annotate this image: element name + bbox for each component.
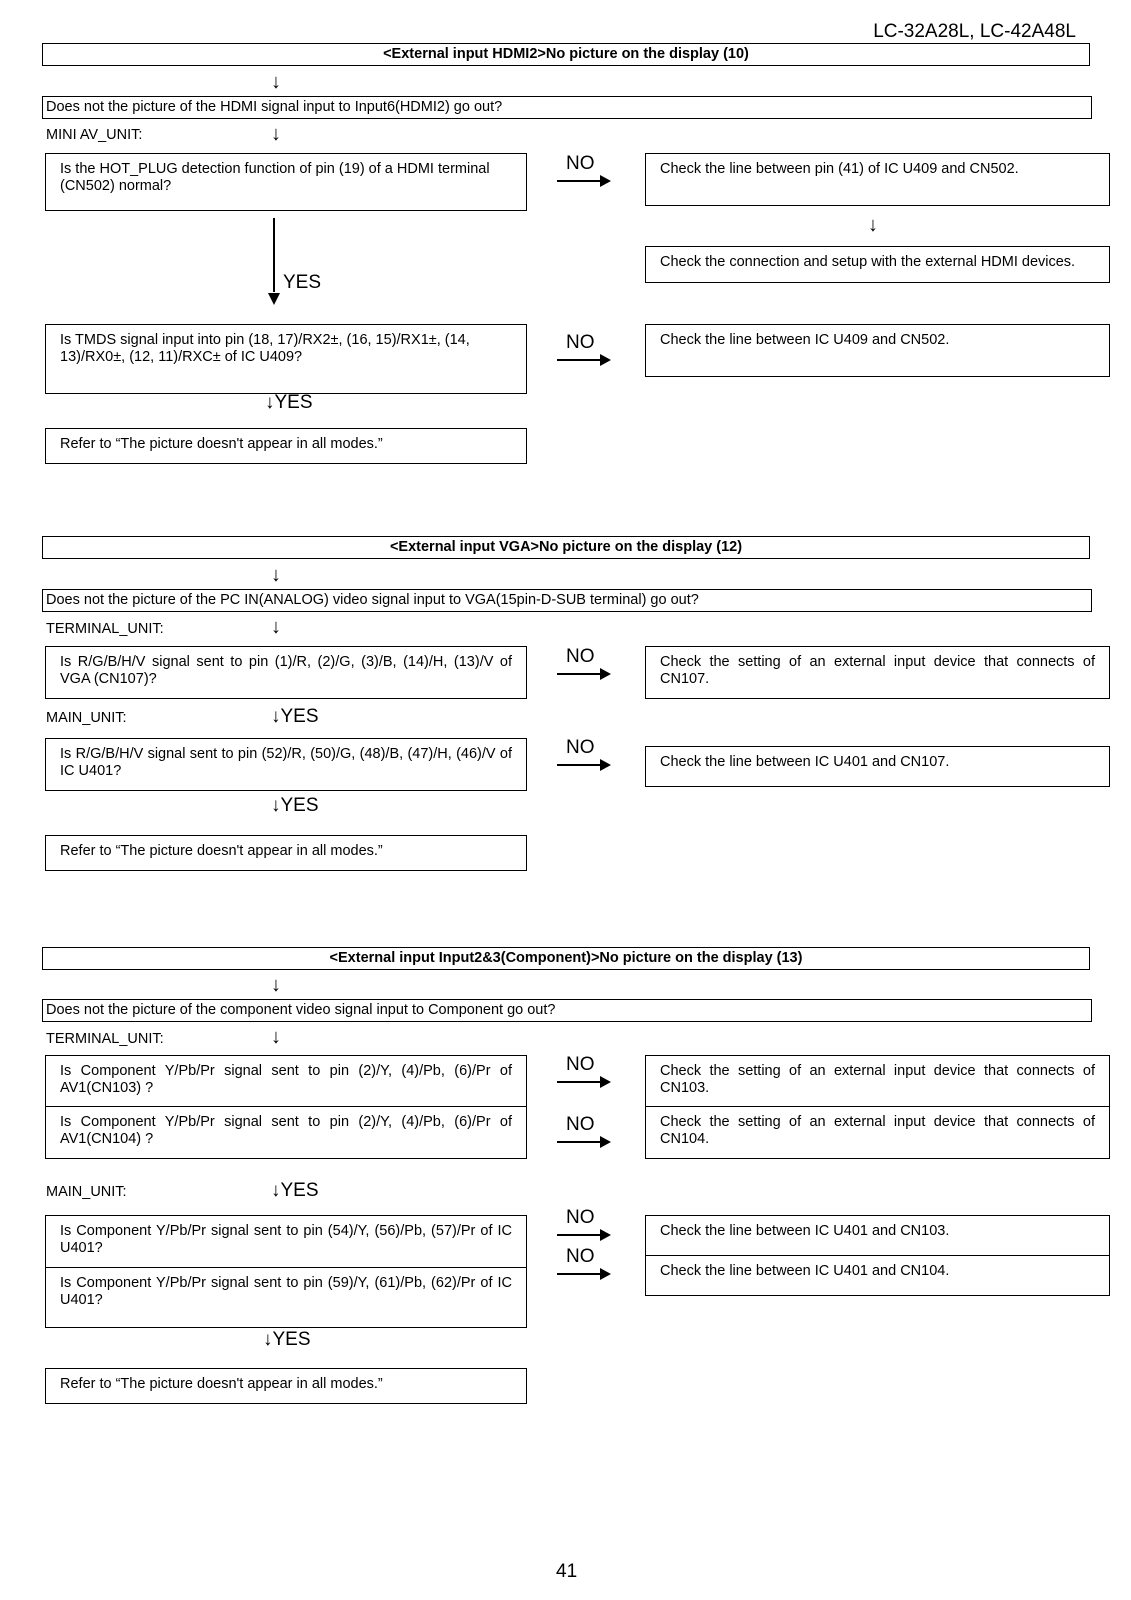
refer-box: Refer to “The picture doesn't appear in all modes.”	[45, 835, 527, 871]
right-arrow-icon	[557, 1234, 609, 1236]
question-line: Does not the picture of the component video signal input to Component go out?	[42, 999, 1092, 1022]
question-line: Does not the picture of the PC IN(ANALOG) video signal input to VGA(15pin-D-SUB terminal) go out?	[42, 589, 1092, 612]
no-label: NO	[566, 1114, 595, 1135]
right-arrow-icon	[557, 359, 609, 361]
check-step-box: Is TMDS signal input into pin (18, 17)/RX2±, (16, 15)/RX1±, (14, 13)/RX0±, (12, 11)/RXC± of IC U409?	[45, 324, 527, 394]
yes-label: YES	[283, 272, 322, 293]
action-box: Check the line between IC U401 and CN104.	[645, 1255, 1110, 1296]
section-title: <External input VGA>No picture on the display (12)	[42, 536, 1090, 559]
action-box: Check the line between pin (41) of IC U409 and CN502.	[645, 153, 1110, 206]
refer-box: Refer to “The picture doesn't appear in all modes.”	[45, 1368, 527, 1404]
unit-label: TERMINAL_UNIT:	[46, 621, 164, 637]
action-box: Check the setting of an external input device that connects of CN103.	[645, 1055, 1110, 1108]
section-title: <External input HDMI2>No picture on the display (10)	[42, 43, 1090, 66]
yes-arrow-label: ↓YES	[271, 1180, 319, 1201]
action-box: Check the line between IC U401 and CN107.	[645, 746, 1110, 787]
refer-box: Refer to “The picture doesn't appear in all modes.”	[45, 428, 527, 464]
down-arrowhead-icon	[268, 293, 280, 305]
check-step-box: Is Component Y/Pb/Pr signal sent to pin (2)/Y, (4)/Pb, (6)/Pr of AV1(CN103) ?	[45, 1055, 527, 1108]
down-arrow-icon: ↓	[271, 123, 281, 145]
page-number: 41	[556, 1561, 578, 1582]
unit-label: TERMINAL_UNIT:	[46, 1031, 164, 1047]
unit-label: MINI AV_UNIT:	[46, 127, 143, 143]
no-label: NO	[566, 737, 595, 758]
yes-arrow-label: ↓YES	[271, 706, 319, 727]
yes-connector-line	[273, 218, 275, 292]
unit-label: MAIN_UNIT:	[46, 1184, 127, 1200]
check-step-box: Is R/G/B/H/V signal sent to pin (52)/R, (50)/G, (48)/B, (47)/H, (46)/V of IC U401?	[45, 738, 527, 791]
check-step-box: Is Component Y/Pb/Pr signal sent to pin (59)/Y, (61)/Pb, (62)/Pr of IC U401?	[45, 1267, 527, 1328]
check-step-box: Is Component Y/Pb/Pr signal sent to pin (2)/Y, (4)/Pb, (6)/Pr of AV1(CN104) ?	[45, 1106, 527, 1159]
action-box: Check the line between IC U401 and CN103.	[645, 1215, 1110, 1256]
model-header: LC-32A28L, LC-42A48L	[873, 21, 1076, 42]
yes-arrow-label: ↓YES	[265, 392, 313, 413]
right-arrow-icon	[557, 1141, 609, 1143]
action-box: Check the connection and setup with the external HDMI devices.	[645, 246, 1110, 283]
right-arrow-icon	[557, 1081, 609, 1083]
action-box: Check the setting of an external input device that connects of CN104.	[645, 1106, 1110, 1159]
down-arrow-icon: ↓	[271, 974, 281, 996]
no-label: NO	[566, 153, 595, 174]
section-title: <External input Input2&3(Component)>No picture on the display (13)	[42, 947, 1090, 970]
right-arrow-icon	[557, 673, 609, 675]
check-step-box: Is the HOT_PLUG detection function of pin (19) of a HDMI terminal (CN502) normal?	[45, 153, 527, 211]
unit-label: MAIN_UNIT:	[46, 710, 127, 726]
no-label: NO	[566, 1207, 595, 1228]
action-box: Check the line between IC U409 and CN502.	[645, 324, 1110, 377]
down-arrow-icon: ↓	[271, 564, 281, 586]
right-arrow-icon	[557, 1273, 609, 1275]
action-box: Check the setting of an external input device that connects of CN107.	[645, 646, 1110, 699]
question-line: Does not the picture of the HDMI signal input to Input6(HDMI2) go out?	[42, 96, 1092, 119]
down-arrow-icon: ↓	[271, 616, 281, 638]
no-label: NO	[566, 646, 595, 667]
down-arrow-icon: ↓	[868, 214, 878, 236]
right-arrow-icon	[557, 764, 609, 766]
right-arrow-icon	[557, 180, 609, 182]
check-step-box: Is Component Y/Pb/Pr signal sent to pin (54)/Y, (56)/Pb, (57)/Pr of IC U401?	[45, 1215, 527, 1268]
yes-arrow-label: ↓YES	[263, 1329, 311, 1350]
no-label: NO	[566, 1054, 595, 1075]
no-label: NO	[566, 332, 595, 353]
no-label: NO	[566, 1246, 595, 1267]
down-arrow-icon: ↓	[271, 71, 281, 93]
down-arrow-icon: ↓	[271, 1026, 281, 1048]
yes-arrow-label: ↓YES	[271, 795, 319, 816]
check-step-box: Is R/G/B/H/V signal sent to pin (1)/R, (2)/G, (3)/B, (14)/H, (13)/V of VGA (CN107)?	[45, 646, 527, 699]
